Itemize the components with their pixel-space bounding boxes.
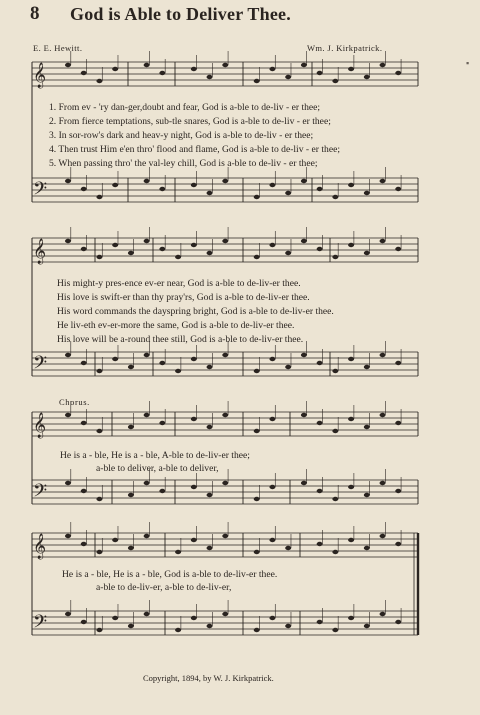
treble-staff-3-note [301, 413, 307, 417]
treble-staff-2-note [128, 251, 134, 255]
bass-staff-1-note [332, 195, 338, 199]
bass-staff-3-note [207, 493, 213, 497]
bass-staff-4-note [96, 628, 102, 632]
treble-staff-3-note [144, 413, 150, 417]
bass-staff-3-note [301, 481, 307, 485]
verse-1-line-b: His might-y pres-ence ev-er near, God is a-ble to de-liv-er thee. [57, 278, 301, 289]
treble-staff-3-note [128, 425, 134, 429]
bass-staff-1-note [191, 183, 197, 187]
bass-staff-2-note [269, 357, 275, 361]
treble-staff-4-note [332, 550, 338, 554]
treble-staff-4-note [254, 550, 260, 554]
treble-staff-4-note [395, 542, 401, 546]
treble-staff-4-note [191, 538, 197, 542]
bass-staff-1-note [364, 191, 370, 195]
bass-staff-2-note [222, 353, 228, 357]
bass-staff-2-note [159, 361, 165, 365]
bass-staff-1-note [317, 187, 323, 191]
bass-staff-2-note [144, 353, 150, 357]
treble-staff-1-note [65, 63, 71, 67]
treble-clef-3: 𝄞 [33, 413, 47, 438]
treble-staff-1-note [380, 63, 386, 67]
verse-5-line-b: His love will be a-round thee still, God is a-ble to de-liv-er thee. [57, 334, 304, 345]
treble-staff-2-note [395, 247, 401, 251]
treble-staff-1-note [364, 75, 370, 79]
chorus-line-1-echo: a-ble to deliver, a-ble to deliver, [96, 463, 219, 474]
treble-staff-2-note [144, 239, 150, 243]
bass-staff-2-note [81, 361, 87, 365]
hymn-number: 8 [30, 3, 40, 24]
bass-clef-1: 𝄢 [33, 179, 48, 204]
treble-staff-1-note [112, 67, 118, 71]
verse-3-line-b: His word commands the dayspring bright, God is a-ble to de-liv-er thee. [57, 306, 334, 317]
bass-staff-4-note [348, 616, 354, 620]
verse-3-line-a: 3. In sor-row's dark and heav-y night, God is a-ble to de-liv - er thee; [49, 130, 314, 141]
bass-staff-4-note [380, 612, 386, 616]
bass-staff-4-note [332, 628, 338, 632]
treble-staff-2-note [81, 247, 87, 251]
bass-staff-1-note [348, 183, 354, 187]
bass-staff-2-note [395, 361, 401, 365]
treble-staff-2-note [269, 243, 275, 247]
verse-2-line-b: His love is swift-er than thy pray'rs, God is a-ble to de-liv-er thee. [57, 292, 310, 303]
treble-staff-2-note [175, 255, 181, 259]
bass-clef-2: 𝄢 [33, 353, 48, 378]
verse-2-line-a: 2. From fierce temptations, sub-tle snares, God is a-ble to de-liv - er thee; [49, 116, 331, 127]
treble-staff-4-note [380, 534, 386, 538]
treble-staff-2-note [317, 247, 323, 251]
chorus-line-1: He is a - ble, He is a - ble, A-ble to de-liv-er thee; [60, 450, 250, 461]
bass-staff-3-note [348, 485, 354, 489]
chorus-label: Chorus. [59, 397, 90, 407]
bass-staff-2-note [301, 353, 307, 357]
bass-staff-4-note [191, 616, 197, 620]
bass-staff-3-note [81, 489, 87, 493]
treble-staff-4-note [348, 538, 354, 542]
treble-staff-3-note [348, 417, 354, 421]
treble-staff-1-note [285, 75, 291, 79]
bass-staff-3-note [128, 493, 134, 497]
bass-staff-1-note [96, 195, 102, 199]
bass-staff-1-note [144, 179, 150, 183]
treble-staff-1-note [144, 63, 150, 67]
treble-staff-1-note [332, 79, 338, 83]
bass-staff-3-note [191, 485, 197, 489]
treble-staff-1-note [159, 71, 165, 75]
bass-staff-3-note [159, 489, 165, 493]
treble-staff-2-note [380, 239, 386, 243]
treble-staff-4-note [128, 546, 134, 550]
bass-staff-4-note [269, 616, 275, 620]
bass-staff-4-note [285, 624, 291, 628]
verse-4-line-a: 4. Then trust Him e'en thro' flood and flame, God is a-ble to de-liv - er thee; [49, 144, 341, 155]
treble-staff-3-note [254, 429, 260, 433]
bass-staff-1-note [395, 187, 401, 191]
bass-staff-3-note [254, 497, 260, 501]
treble-staff-1-note [207, 75, 213, 79]
bass-staff-2-note [364, 365, 370, 369]
bass-staff-2-note [254, 369, 260, 373]
bass-staff-4-note [395, 620, 401, 624]
treble-staff-2-note [332, 255, 338, 259]
bass-staff-2-note [317, 361, 323, 365]
bass-staff-1-note [222, 179, 228, 183]
treble-staff-2-note [222, 239, 228, 243]
treble-staff-4-note [112, 538, 118, 542]
bass-staff-1-note [380, 179, 386, 183]
treble-staff-3-note [395, 421, 401, 425]
bass-staff-3-note [317, 489, 323, 493]
bass-staff-3-note [222, 481, 228, 485]
treble-staff-3-note [332, 429, 338, 433]
treble-staff-3-note [364, 425, 370, 429]
bass-staff-4-note [112, 616, 118, 620]
treble-staff-4-note [96, 550, 102, 554]
lyricist-credit: E. E. Hewitt. [33, 43, 83, 53]
bass-clef-3: 𝄢 [33, 481, 48, 506]
treble-staff-3-note [96, 429, 102, 433]
treble-staff-2-note [348, 243, 354, 247]
bass-staff-4-note [65, 612, 71, 616]
bass-staff-4-note [254, 628, 260, 632]
treble-staff-3-note [269, 417, 275, 421]
treble-clef-2: 𝄞 [33, 239, 47, 264]
bass-staff-1-note [285, 191, 291, 195]
treble-staff-2-note [254, 255, 260, 259]
bass-staff-2-note [285, 365, 291, 369]
copyright-notice: Copyright, 1894, by W. J. Kirkpatrick. [143, 673, 274, 683]
bass-staff-4-note [81, 620, 87, 624]
bass-staff-1-note [81, 187, 87, 191]
hymn-title: God is Able to Deliver Thee. [70, 4, 291, 24]
treble-staff-4-note [144, 534, 150, 538]
bass-staff-2-note [175, 369, 181, 373]
treble-staff-2-note [191, 243, 197, 247]
bass-clef-4: 𝄢 [33, 612, 48, 637]
composer-credit: Wm. J. Kirkpatrick. [307, 43, 383, 53]
treble-staff-4-note [269, 538, 275, 542]
bass-staff-4-note [128, 624, 134, 628]
page-edge-mark: ▪ [466, 58, 470, 68]
bass-staff-3-note [65, 481, 71, 485]
treble-staff-2-note [159, 247, 165, 251]
treble-staff-4-note [81, 542, 87, 546]
bass-staff-2-note [65, 353, 71, 357]
bass-staff-4-note [317, 620, 323, 624]
treble-staff-2-note [65, 239, 71, 243]
bass-staff-4-note [207, 624, 213, 628]
bass-staff-3-note [96, 497, 102, 501]
bass-staff-1-note [301, 179, 307, 183]
treble-staff-3-note [317, 421, 323, 425]
treble-staff-4-note [222, 534, 228, 538]
treble-staff-3-note [81, 421, 87, 425]
chorus-line-2: He is a - ble, He is a - ble, God is a-ble to de-liv-er thee. [62, 569, 278, 580]
treble-staff-4-note [175, 550, 181, 554]
treble-staff-4-note [65, 534, 71, 538]
bass-staff-1-note [65, 179, 71, 183]
bass-staff-3-note [144, 481, 150, 485]
bass-staff-1-note [159, 187, 165, 191]
bass-staff-3-note [332, 497, 338, 501]
bass-staff-4-note [144, 612, 150, 616]
treble-staff-1-note [317, 71, 323, 75]
treble-staff-3-note [222, 413, 228, 417]
treble-staff-2-note [364, 251, 370, 255]
treble-staff-1-note [269, 67, 275, 71]
treble-staff-1-note [301, 63, 307, 67]
bass-staff-2-note [207, 365, 213, 369]
treble-staff-3-note [159, 421, 165, 425]
treble-staff-3-note [380, 413, 386, 417]
treble-staff-3-note [207, 425, 213, 429]
treble-staff-2-note [301, 239, 307, 243]
bass-staff-2-note [332, 369, 338, 373]
bass-staff-2-note [128, 365, 134, 369]
treble-clef-1: 𝄞 [33, 63, 47, 88]
treble-staff-2-note [207, 251, 213, 255]
treble-staff-3-note [191, 417, 197, 421]
verse-1-line-a: 1. From ev - 'ry dan-ger,doubt and fear, God is a-ble to de-liv - er thee; [49, 102, 321, 113]
bass-staff-2-note [191, 357, 197, 361]
bass-staff-1-note [112, 183, 118, 187]
bass-staff-2-note [96, 369, 102, 373]
bass-staff-1-note [254, 195, 260, 199]
verse-5-line-a: 5. When passing thro' the val-ley chill, God is a-ble to de-liv - er thee; [49, 158, 318, 169]
treble-staff-2-note [96, 255, 102, 259]
bass-staff-3-note [364, 493, 370, 497]
bass-staff-3-note [269, 485, 275, 489]
treble-staff-2-note [285, 251, 291, 255]
treble-staff-1-note [191, 67, 197, 71]
bass-staff-2-note [380, 353, 386, 357]
bass-staff-4-note [175, 628, 181, 632]
treble-staff-1-note [96, 79, 102, 83]
verse-4-line-b: He liv-eth ev-er-more the same, God is a-ble to de-liv-er thee. [57, 320, 295, 331]
treble-staff-3-note [65, 413, 71, 417]
treble-staff-1-note [254, 79, 260, 83]
treble-staff-1-note [222, 63, 228, 67]
treble-staff-2-note [112, 243, 118, 247]
treble-clef-4: 𝄞 [33, 534, 47, 559]
bass-staff-3-note [380, 481, 386, 485]
bass-staff-4-note [364, 624, 370, 628]
bass-staff-4-note [222, 612, 228, 616]
treble-staff-4-note [364, 546, 370, 550]
bass-staff-1-note [269, 183, 275, 187]
bass-staff-3-note [395, 489, 401, 493]
chorus-line-2-echo: a-ble to de-liv-er, a-ble to de-liv-er, [96, 582, 232, 593]
bass-staff-2-note [348, 357, 354, 361]
treble-staff-4-note [317, 542, 323, 546]
treble-staff-1-note [348, 67, 354, 71]
treble-staff-1-note [395, 71, 401, 75]
treble-staff-1-note [81, 71, 87, 75]
bass-staff-2-note [112, 357, 118, 361]
treble-staff-4-note [207, 546, 213, 550]
treble-staff-4-note [285, 546, 291, 550]
bass-staff-1-note [207, 191, 213, 195]
